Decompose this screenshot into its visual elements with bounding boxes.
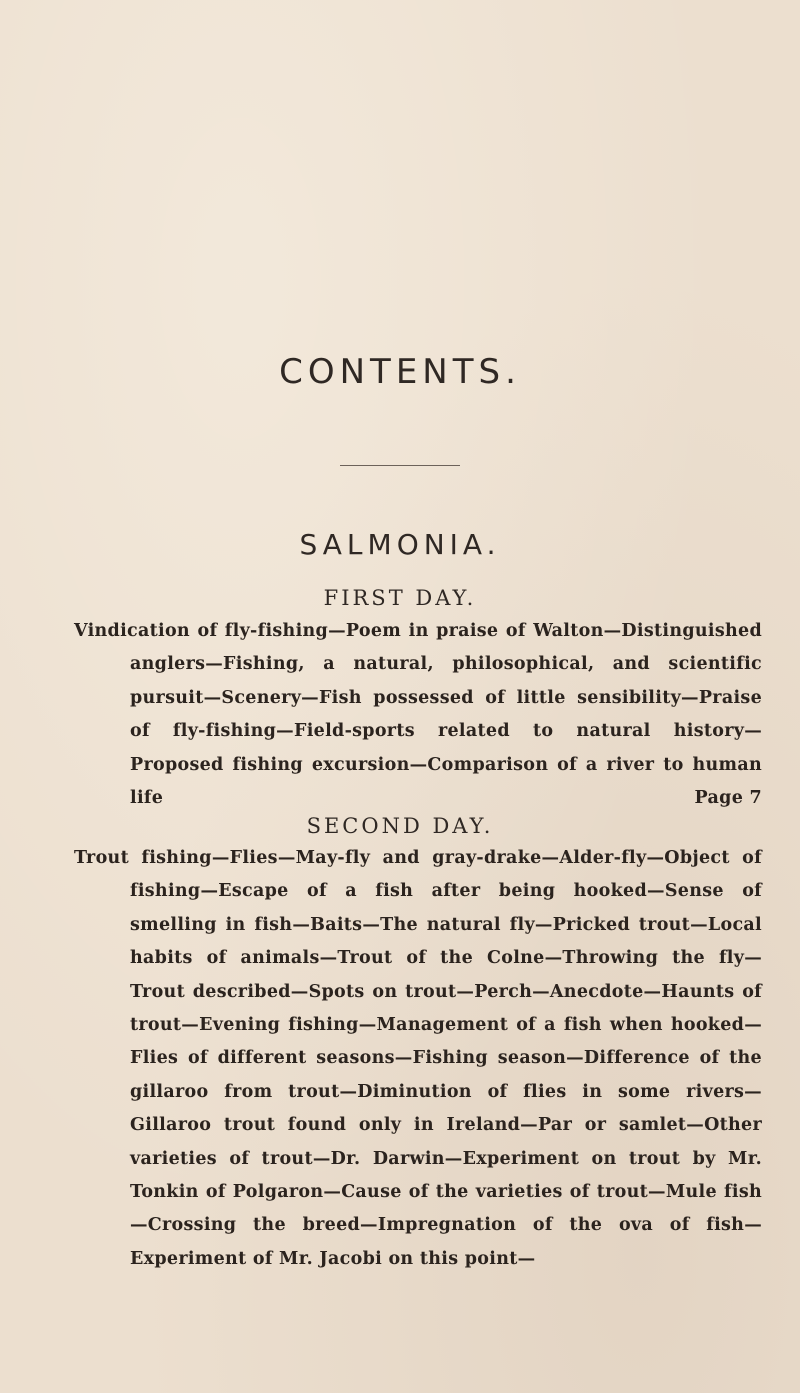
second-day-summary: Trout fishing—Flies—May-fly and gray-drake—Alder-fly—Object of fishing—Escape of a fish after being hooked—Sense of smelling in fish—Baits—The natural fly—Pricked trout—Local habits of animals—Trout of the Colne—Throwing the fly—Trout described—Spots on trout—Perch—Anecdote—Haunts of trout—Evening fishing—Management of a fish when hooked—Flies of different seasons—Fishing season—Difference of the gillaroo from trout—Diminution of flies in some rivers—Gillaroo trout found only in Ireland—Par or samlet—Other varieties of trout—Dr. Darwin—Experiment on trout by Mr. Tonkin of Polgaron—Cause of the varieties of trout—Mule fish—Crossing the breed—Impregnation of the ova of fish—Experiment of Mr. Jacobi on this point— bbox=[74, 848, 762, 1269]
second-day-heading: SECOND DAY. bbox=[306, 814, 494, 838]
first-day-summary-text: Vindication of fly-fishing—Poem in praise of Walton—Distinguished anglers—Fishing, a natural, philosophical, and scientific pursuit—Scenery—Fish possessed of little sensibility—Praise of fly-fishing—Field-sports related to natural history—Proposed fishing excursion—Comparison of a river to human life bbox=[74, 621, 762, 809]
book-title: SALMONIA. bbox=[299, 528, 501, 561]
divider-rule bbox=[340, 465, 460, 466]
contents-heading: CONTENTS. bbox=[279, 352, 521, 392]
first-day-summary bbox=[74, 615, 762, 815]
first-day-heading: FIRST DAY. bbox=[323, 586, 477, 610]
first-day-page-ref: Page 7 bbox=[694, 788, 762, 809]
